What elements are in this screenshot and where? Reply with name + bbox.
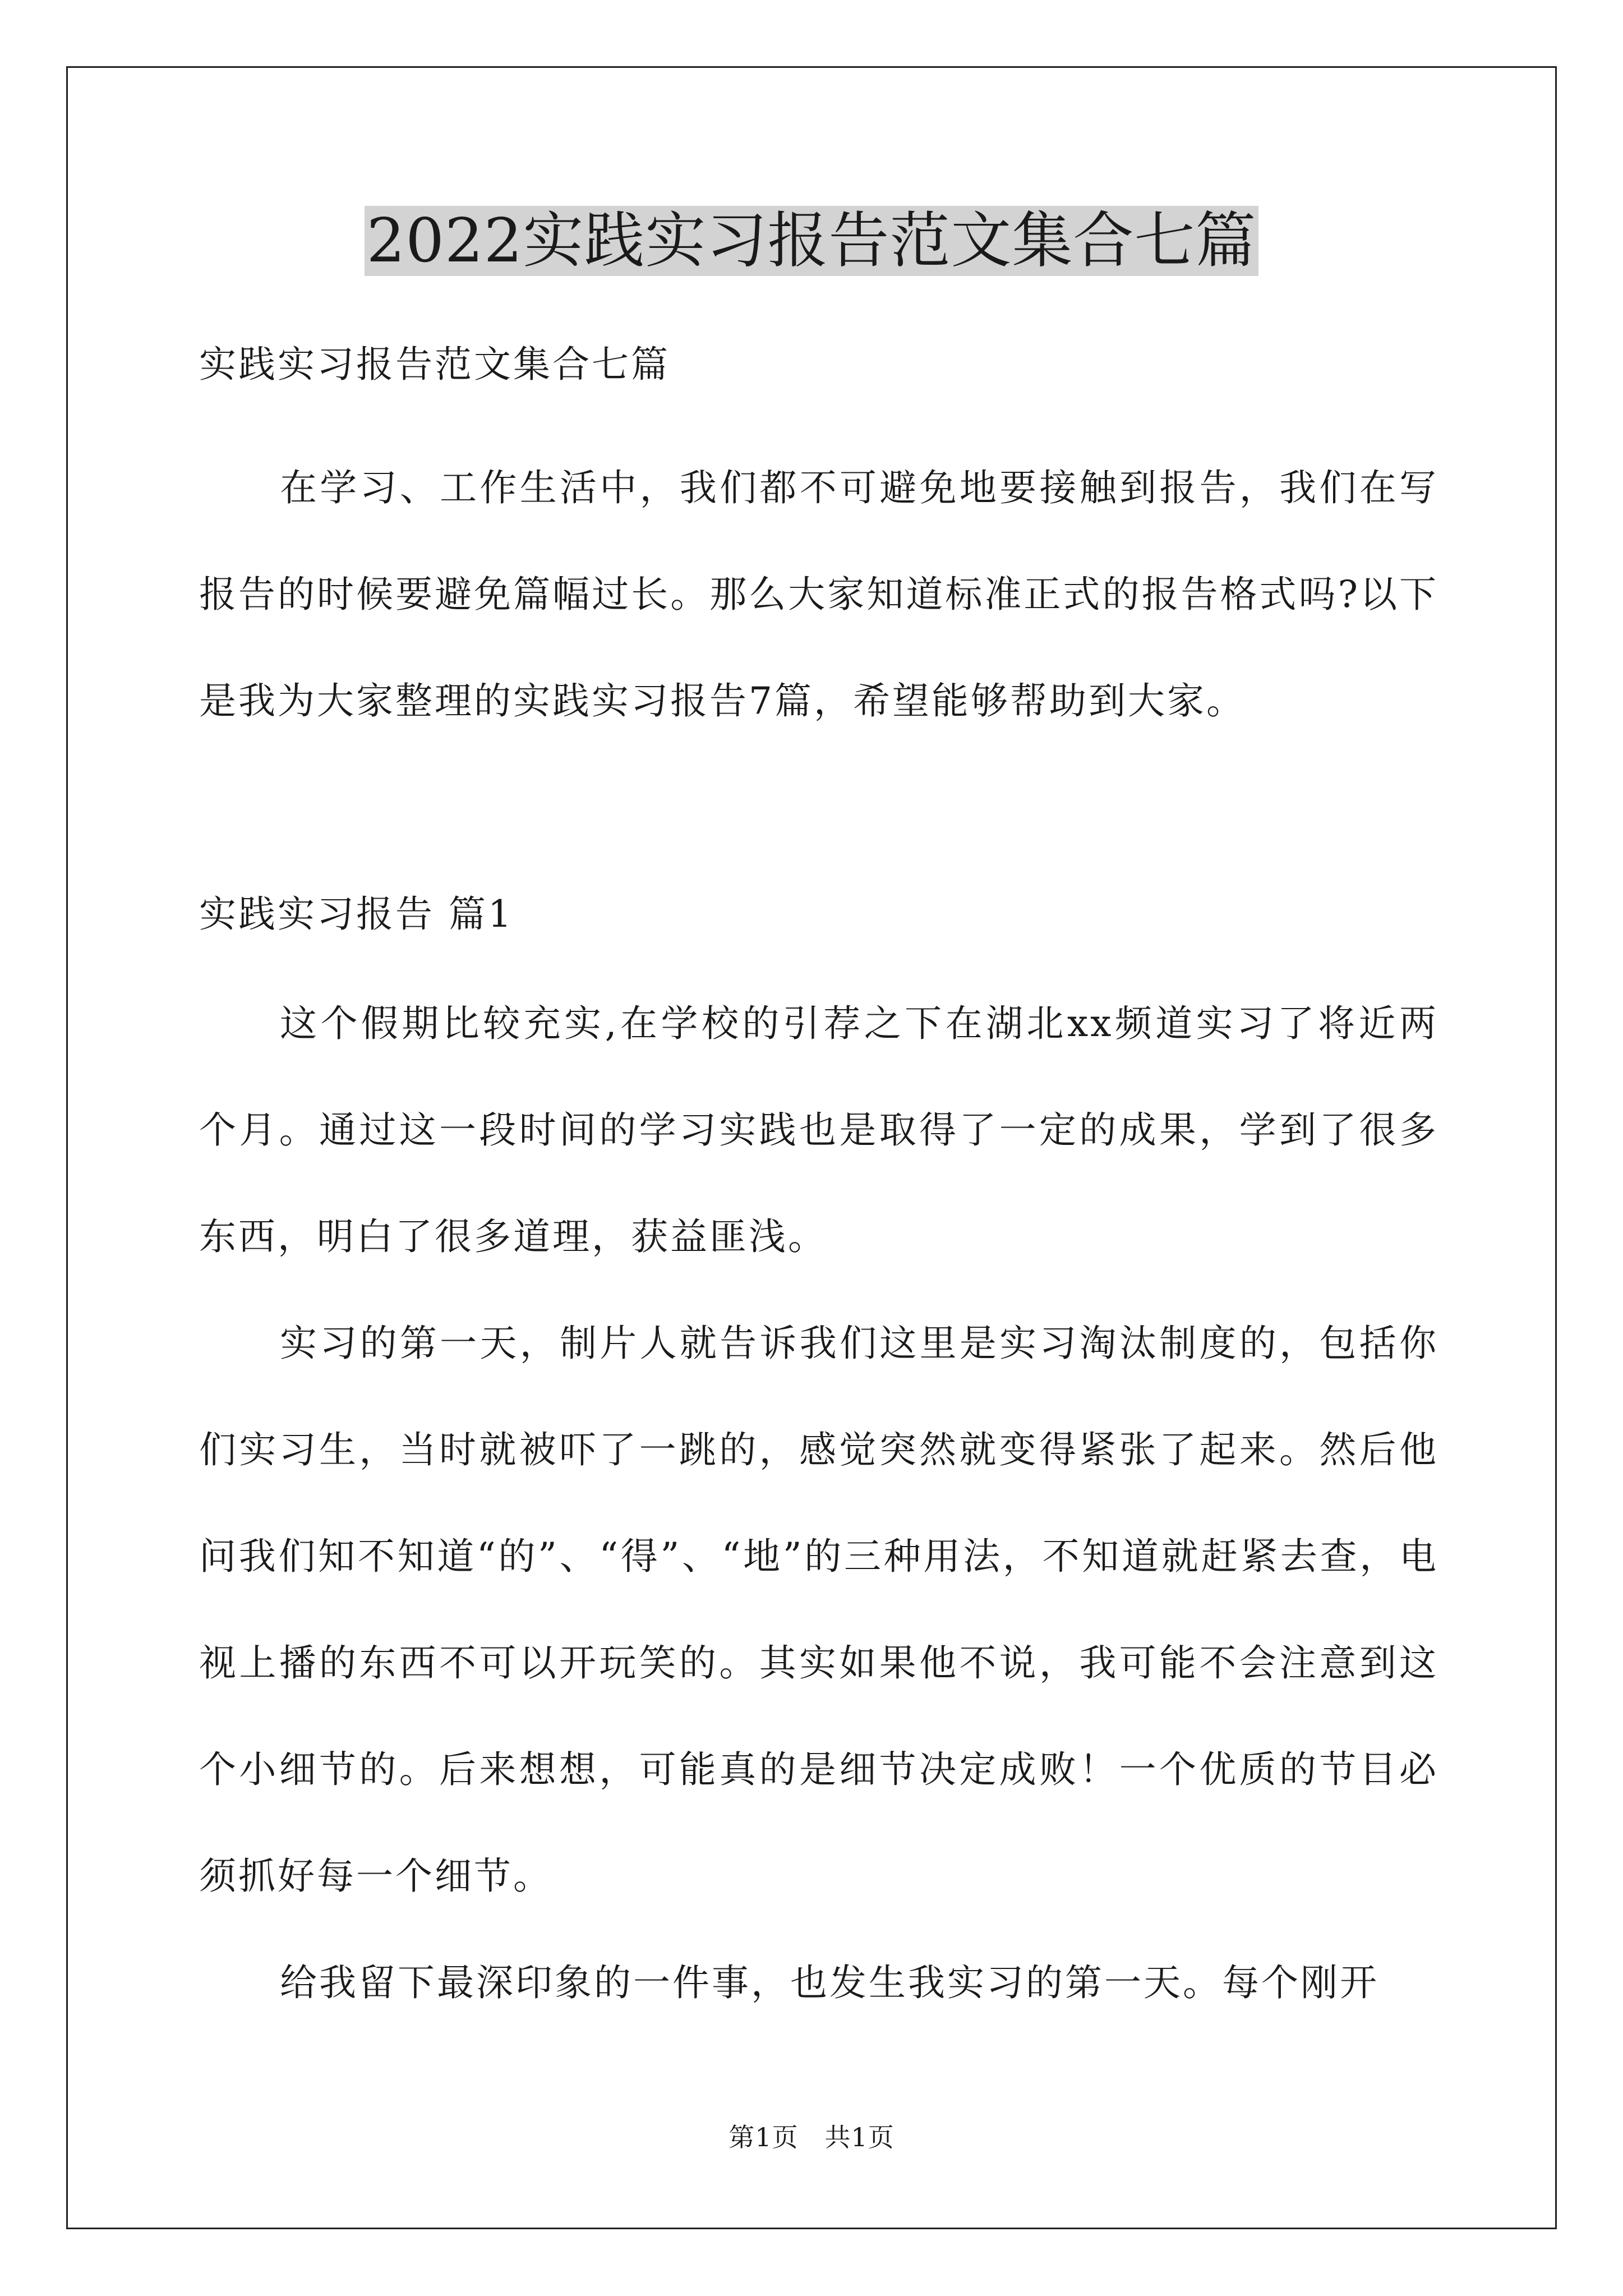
document-title xyxy=(0,202,1623,280)
page-footer xyxy=(0,2120,1623,2154)
body-paragraph-3: 给我留下最深印象的一件事，也发生我实习的第一天。每个刚开 xyxy=(280,1961,1379,2004)
body-paragraph-2: 实习的第一天，制片人就告诉我们这里是实习淘汰制度的，包括你们实习生，当时就被吓了一跳的，感觉突然就变得紧张了起来。然后他问我们知不知道“的”、“得”、“地”的三种用法，不知道就赶紧去查，电视上播的东西不可以开玩笑的。其实如果他不说，我可能不会注意到这个小细节的。后来想想，可能真的是细节决定成败！一个优质的节目必须抓好每一个细节。 xyxy=(199,1322,1438,1898)
intro-paragraph: 在学习、工作生活中，我们都不可避免地要接触到报告，我们在写报告的时候要避免篇幅过长。那么大家知道标准正式的报告格式吗?以下是我为大家整理的实践实习报告7篇，希望能够帮助到大家。 xyxy=(199,466,1438,723)
section-heading: 实践实习报告 篇1 xyxy=(199,892,514,936)
document-subtitle: 实践实习报告范文集合七篇 xyxy=(199,343,670,386)
page-number-label: 第1页 共1页 xyxy=(728,2122,895,2152)
document-title-text: 2022实践实习报告范文集合七篇 xyxy=(365,206,1259,276)
body-paragraph-1: 这个假期比较充实,在学校的引荐之下在湖北xx频道实习了将近两个月。通过这一段时间的学习实践也是取得了一定的成果，学到了很多东西，明白了很多道理，获益匪浅。 xyxy=(199,1002,1438,1258)
